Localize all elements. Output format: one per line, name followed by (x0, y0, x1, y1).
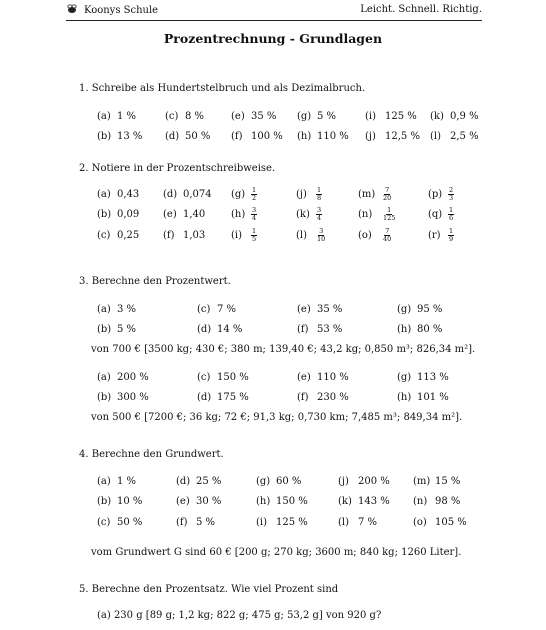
task-item: (f) 230 % (297, 392, 349, 403)
task-4-prompt: 4. Berechne den Grundwert. (79, 449, 224, 460)
task-item: (l) 2,5 % (430, 131, 479, 142)
task-item: (h) 101 % (397, 392, 449, 403)
task-item: (j) 12,5 % (365, 131, 420, 142)
task-item: (i) 125 % (256, 517, 308, 528)
task-item: (n) 98 % (413, 496, 461, 507)
task-4-grundwert: vom Grundwert G sind 60 € [200 g; 270 kg; 3600 m; 840 kg; 1260 Liter]. (91, 547, 462, 558)
task-item: (f) 5 % (176, 517, 216, 528)
task-item: (c) 8 % (165, 111, 205, 122)
bee-icon (66, 4, 78, 14)
fraction-item: (p) $\frac{2}{3}$ (428, 186, 454, 202)
fraction-item: (k) $\frac{3}{4}$ (296, 206, 322, 222)
task-3-prompt: 3. Berechne den Prozentwert. (79, 276, 231, 287)
task-item: (f) 53 % (297, 324, 343, 335)
task-2-prompt: 2. Notiere in der Prozentschreibweise. (79, 163, 276, 174)
tagline: Leicht. Schnell. Richtig. (360, 4, 482, 15)
task-item: (d) 50 % (165, 131, 211, 142)
task-item: (a) 3 % (97, 304, 137, 315)
task-item: (b) 5 % (97, 324, 137, 335)
fraction: $\frac{1}{2}$ (252, 186, 257, 202)
task-item: (d) 14 % (197, 324, 243, 335)
fraction: $\frac{3}{4}$ (317, 206, 322, 222)
task-3-values-a: von 700 € [3500 kg; 430 €; 380 m; 139,40 €; 43,2 kg; 0,850 m³; 826,34 m²]. (91, 344, 476, 355)
task-item: (j) 200 % (338, 476, 390, 487)
task-item: (o) 105 % (413, 517, 467, 528)
task-item: (a) 200 % (97, 372, 149, 383)
fraction-item: (l) $\frac{3}{10}$ (296, 227, 326, 243)
task-item: (h) 80 % (397, 324, 443, 335)
task-item: (e) 35 % (297, 304, 343, 315)
fraction: $\frac{7}{40}$ (383, 227, 392, 243)
fraction-item: (q) $\frac{1}{6}$ (428, 206, 454, 222)
task-item: (b) 300 % (97, 392, 149, 403)
page-title: Prozentrechnung - Grundlagen (163, 31, 383, 46)
fraction: $\frac{7}{20}$ (383, 186, 392, 202)
fraction-item: (i) $\frac{1}{5}$ (231, 227, 257, 243)
task-3-values-b: von 500 € [7200 €; 36 kg; 72 €; 91,3 kg; 0,730 km; 7,485 m³; 849,34 m²]. (91, 412, 463, 423)
task-item: (l) 7 % (338, 517, 378, 528)
task-item: (c) 0,25 (97, 230, 140, 241)
fraction: $\frac{1}{8}$ (317, 186, 322, 202)
task-item: (k) 0,9 % (430, 111, 479, 122)
task-item: (i) 125 % (365, 111, 417, 122)
task-item: (c) 150 % (197, 372, 249, 383)
fraction-item: (j) $\frac{1}{8}$ (296, 186, 322, 202)
task-item: (a) 1 % (97, 111, 137, 122)
task-item: (a) 1 % (97, 476, 137, 487)
header-rule (66, 20, 482, 21)
page-header (66, 4, 482, 18)
task-item: (e) 35 % (231, 111, 277, 122)
task-item: (e) 1,40 (163, 209, 206, 220)
task-item: (d) 175 % (197, 392, 249, 403)
task-item: (k) 143 % (338, 496, 390, 507)
task-item: (b) 13 % (97, 131, 143, 142)
fraction-item: (m) $\frac{7}{20}$ (358, 186, 392, 202)
fraction: $\frac{1}{5}$ (252, 227, 257, 243)
fraction: $\frac{1}{125}$ (383, 206, 396, 222)
task-item: (a) 0,43 (97, 189, 140, 200)
task-1-prompt: 1. Schreibe als Hundertstelbruch und als Dezimalbruch. (79, 83, 366, 94)
task-item: (c) 50 % (97, 517, 143, 528)
task-5-item-a: (a) 230 g [89 g; 1,2 kg; 822 g; 475 g; 53,2 g] von 920 g? (97, 610, 382, 621)
task-item: (e) 110 % (297, 372, 349, 383)
fraction-item: (n) $\frac{1}{125}$ (358, 206, 396, 222)
fraction: $\frac{2}{3}$ (449, 186, 454, 202)
task-item: (c) 7 % (197, 304, 237, 315)
task-item: (g) 95 % (397, 304, 443, 315)
fraction-item: (g) $\frac{1}{2}$ (231, 186, 257, 202)
brand-name: Koonys Schule (84, 5, 159, 16)
fraction: $\frac{3}{4}$ (252, 206, 257, 222)
fraction-item: (r) $\frac{1}{9}$ (428, 227, 454, 243)
task-item: (g) 60 % (256, 476, 302, 487)
task-item: (f) 100 % (231, 131, 283, 142)
task-item: (g) 113 % (397, 372, 449, 383)
task-item: (b) 0,09 (97, 209, 140, 220)
brand (66, 4, 158, 16)
task-item: (h) 110 % (297, 131, 349, 142)
fraction-item: (h) $\frac{3}{4}$ (231, 206, 257, 222)
task-item: (m) 15 % (413, 476, 461, 487)
fraction: $\frac{1}{6}$ (449, 206, 454, 222)
task-5-prompt: 5. Berechne den Prozentsatz. Wie viel Prozent sind (79, 584, 339, 595)
task-item: (h) 150 % (256, 496, 308, 507)
task-item: (d) 0,074 (163, 189, 212, 200)
task-item: (e) 30 % (176, 496, 222, 507)
fraction: $\frac{3}{10}$ (317, 227, 326, 243)
fraction: $\frac{1}{9}$ (449, 227, 454, 243)
task-item: (b) 10 % (97, 496, 143, 507)
fraction-item: (o) $\frac{7}{40}$ (358, 227, 392, 243)
task-item: (d) 25 % (176, 476, 222, 487)
task-item: (f) 1,03 (163, 230, 206, 241)
task-item: (g) 5 % (297, 111, 337, 122)
